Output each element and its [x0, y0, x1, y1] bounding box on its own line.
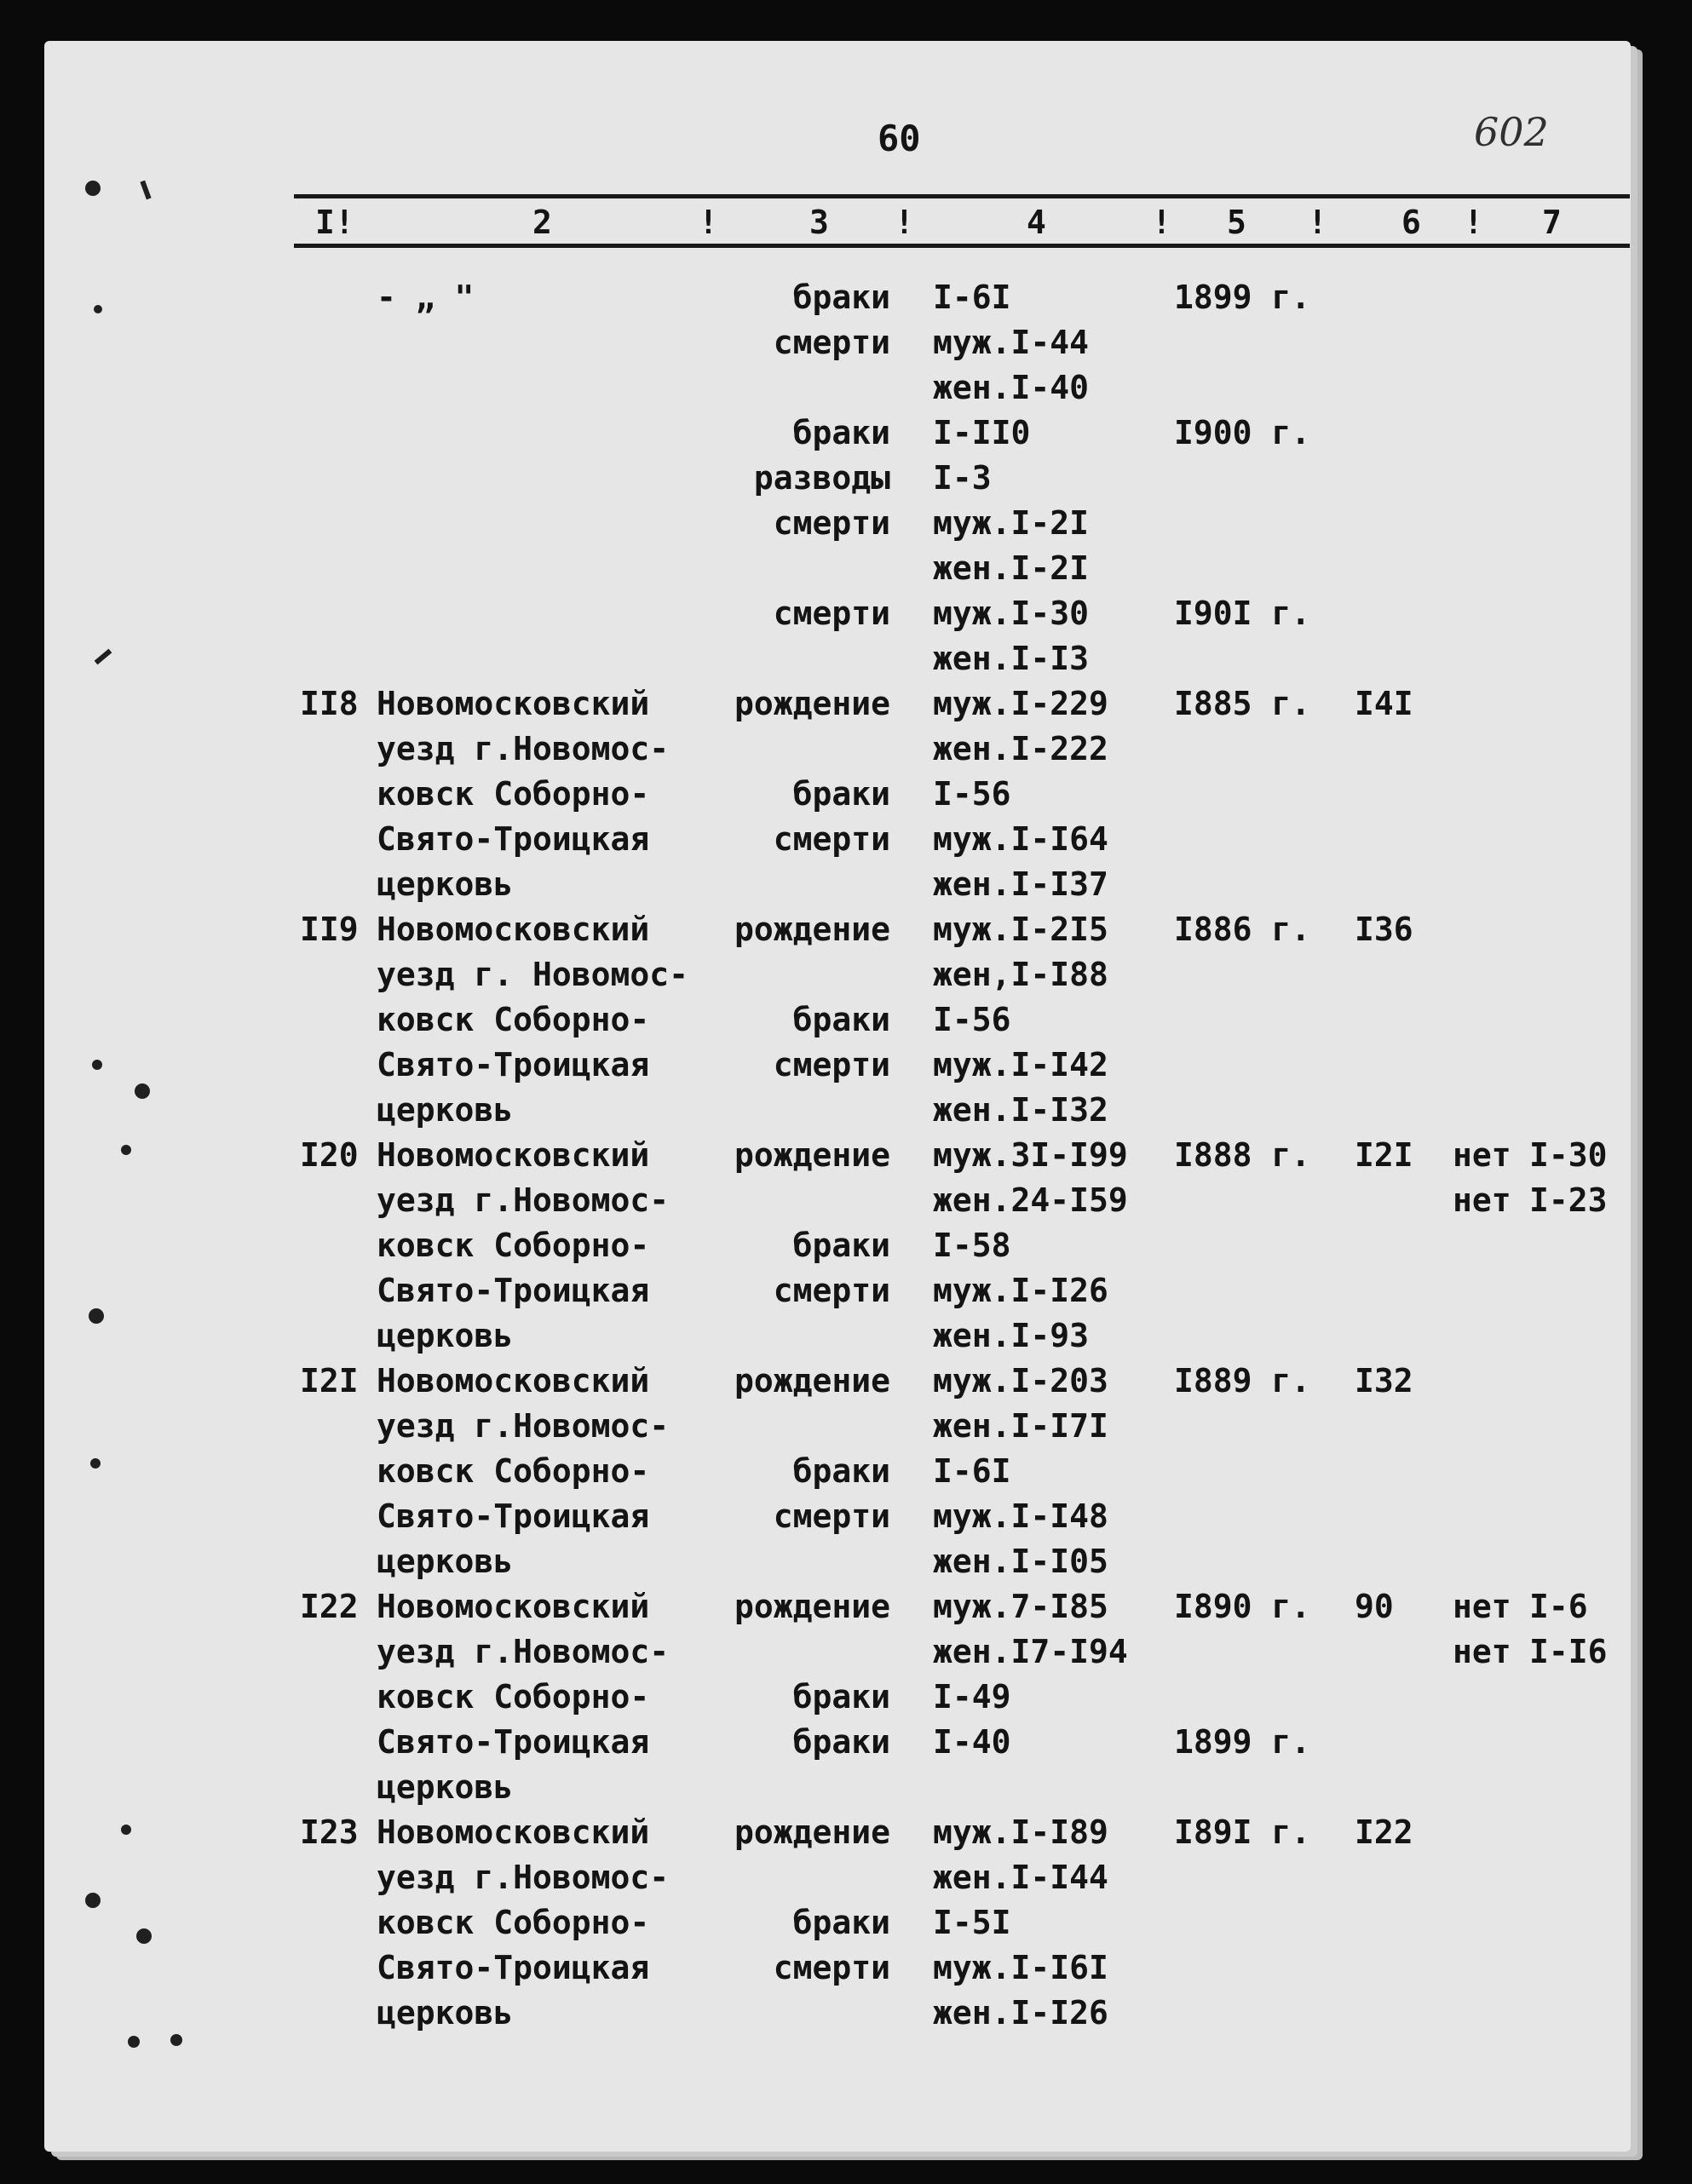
record-range: жен.I-I32 [933, 1091, 1108, 1129]
header-sep-3: ! [1152, 204, 1171, 241]
parish-name: Новомосковский [377, 685, 650, 722]
punch-hole [136, 1928, 152, 1944]
record-range: I-6I [933, 279, 1011, 316]
record-range: I-56 [933, 1001, 1011, 1038]
record-range: I-56 [933, 775, 1011, 813]
punch-hole [121, 1825, 131, 1835]
record-range: жен.24-I59 [933, 1181, 1128, 1219]
record-range: I-49 [933, 1678, 1011, 1716]
sheet-count: I36 [1355, 911, 1413, 948]
record-type: смерти [773, 1949, 890, 1986]
parish-name: Новомосковский [377, 1136, 650, 1174]
record-range: муж.I-2I [933, 504, 1090, 542]
record-type: рождение [734, 1588, 890, 1625]
record-type: смерти [773, 504, 890, 542]
parish-name: - „ " [377, 279, 475, 316]
record-range: I-40 [933, 1723, 1011, 1761]
record-range: муж.I-I26 [933, 1272, 1108, 1309]
parish-name: ковск Соборно- [377, 1452, 650, 1490]
record-type: рождение [734, 685, 890, 722]
record-range: I-6I [933, 1452, 1011, 1490]
parish-name: Свято-Троицкая [377, 1046, 650, 1083]
parish-name: уезд г.Новомос- [377, 1181, 670, 1219]
missing-note: нет [1453, 1633, 1511, 1670]
record-type: браки [792, 1227, 890, 1264]
punch-hole [170, 2034, 182, 2046]
parish-name: Свято-Троицкая [377, 1949, 650, 1986]
punch-hole [89, 1308, 104, 1324]
entry-number: II8 [300, 685, 359, 722]
record-range: муж.I-I6I [933, 1949, 1108, 1986]
missing-range: I-23 [1529, 1181, 1608, 1219]
record-type: браки [792, 775, 890, 813]
punch-hole [85, 181, 101, 196]
record-range: жен.I-93 [933, 1317, 1090, 1354]
header-col-2: 2 [532, 204, 552, 241]
missing-note: нет [1453, 1181, 1511, 1219]
record-year: I888 г. [1174, 1136, 1311, 1174]
parish-name: церковь [377, 1317, 514, 1354]
missing-range: I-6 [1529, 1588, 1588, 1625]
record-type: браки [792, 1904, 890, 1941]
record-range: муж.I-229 [933, 685, 1108, 722]
missing-note: нет [1453, 1588, 1511, 1625]
record-type: разводы [753, 459, 890, 497]
record-range: муж.I-2I5 [933, 911, 1108, 948]
record-year: I89I г. [1174, 1813, 1311, 1851]
record-range: жен.I-I26 [933, 1994, 1108, 2032]
record-range: муж.I-30 [933, 595, 1090, 632]
record-year: I886 г. [1174, 911, 1311, 948]
record-range: жен.I-I44 [933, 1859, 1108, 1896]
punch-hole [85, 1893, 101, 1908]
entry-number: II9 [300, 911, 359, 948]
record-type: браки [792, 279, 890, 316]
record-year: I900 г. [1174, 414, 1311, 451]
header-bottom-rule [294, 244, 1630, 248]
record-type: браки [792, 1678, 890, 1716]
parish-name: Новомосковский [377, 1588, 650, 1625]
record-range: жен.I-I05 [933, 1543, 1108, 1580]
record-range: муж.I-I48 [933, 1497, 1108, 1535]
record-range: муж.I-44 [933, 324, 1090, 361]
header-col-1: I! [315, 204, 354, 241]
record-range: I-II0 [933, 414, 1031, 451]
punch-hole [92, 1060, 102, 1070]
record-year: I90I г. [1174, 595, 1311, 632]
parish-name: уезд г.Новомос- [377, 1859, 670, 1896]
entry-number: I22 [300, 1588, 359, 1625]
record-year: 1899 г. [1174, 279, 1311, 316]
record-range: I-3 [933, 459, 992, 497]
parish-name: Свято-Троицкая [377, 1723, 650, 1761]
parish-name: Свято-Троицкая [377, 820, 650, 858]
punch-hole [94, 305, 102, 313]
parish-name: церковь [377, 1768, 514, 1806]
record-type: браки [792, 1452, 890, 1490]
record-range: жен.I-222 [933, 730, 1108, 767]
header-sep-5: ! [1464, 204, 1483, 241]
punch-hole [90, 1458, 101, 1468]
record-type: браки [792, 1001, 890, 1038]
record-type: рождение [734, 1813, 890, 1851]
header-sep-1: ! [699, 204, 718, 241]
header-sep-2: ! [895, 204, 914, 241]
record-range: жен.I-2I [933, 549, 1090, 587]
record-range: муж.7-I85 [933, 1588, 1108, 1625]
record-range: муж.I-203 [933, 1362, 1108, 1399]
record-type: рождение [734, 1362, 890, 1399]
record-type: рождение [734, 911, 890, 948]
header-col-4: 4 [1027, 204, 1046, 241]
parish-name: уезд г. Новомос- [377, 956, 689, 993]
parish-name: Новомосковский [377, 911, 650, 948]
punch-hole [121, 1145, 131, 1155]
entry-number: I20 [300, 1136, 359, 1174]
parish-name: церковь [377, 1994, 514, 2032]
record-type: смерти [773, 324, 890, 361]
sheet-count: 90 [1355, 1588, 1394, 1625]
entry-number: I2I [300, 1362, 359, 1399]
parish-name: ковск Соборно- [377, 1001, 650, 1038]
record-range: жен.I7-I94 [933, 1633, 1128, 1670]
record-range: муж.I-I64 [933, 820, 1108, 858]
parish-name: ковск Соборно- [377, 1904, 650, 1941]
page-number: 60 [878, 118, 921, 159]
record-year: 1899 г. [1174, 1723, 1311, 1761]
record-year: I890 г. [1174, 1588, 1311, 1625]
record-type: смерти [773, 820, 890, 858]
record-range: муж.I-I42 [933, 1046, 1108, 1083]
record-type: браки [792, 414, 890, 451]
parish-name: Новомосковский [377, 1813, 650, 1851]
missing-range: I-I6 [1529, 1633, 1608, 1670]
punch-hole [135, 1083, 150, 1099]
parish-name: уезд г.Новомос- [377, 1407, 670, 1445]
record-range: муж.I-I89 [933, 1813, 1108, 1851]
header-col-6: 6 [1401, 204, 1421, 241]
record-type: смерти [773, 1497, 890, 1535]
parish-name: уезд г.Новомос- [377, 1633, 670, 1670]
sheet-count: I32 [1355, 1362, 1413, 1399]
record-type: рождение [734, 1136, 890, 1174]
record-year: I885 г. [1174, 685, 1311, 722]
record-range: I-5I [933, 1904, 1011, 1941]
record-range: жен,I-I88 [933, 956, 1108, 993]
record-type: смерти [773, 595, 890, 632]
parish-name: ковск Соборно- [377, 1227, 650, 1264]
parish-name: Свято-Троицкая [377, 1497, 650, 1535]
parish-name: уезд г.Новомос- [377, 730, 670, 767]
missing-note: нет [1453, 1136, 1511, 1174]
header-col-3: 3 [809, 204, 829, 241]
parish-name: ковск Соборно- [377, 775, 650, 813]
record-range: жен.I-I37 [933, 865, 1108, 903]
parish-name: Свято-Троицкая [377, 1272, 650, 1309]
sheet-count: I22 [1355, 1813, 1413, 1851]
entry-number: I23 [300, 1813, 359, 1851]
sheet-count: I2I [1355, 1136, 1413, 1174]
record-range: жен.I-40 [933, 369, 1090, 406]
record-range: муж.3I-I99 [933, 1136, 1128, 1174]
parish-name: Новомосковский [377, 1362, 650, 1399]
header-col-5: 5 [1227, 204, 1246, 241]
record-range: I-58 [933, 1227, 1011, 1264]
parish-name: церковь [377, 1091, 514, 1129]
header-col-7: 7 [1542, 204, 1562, 241]
parish-name: ковск Соборно- [377, 1678, 650, 1716]
sheet-count: I4I [1355, 685, 1413, 722]
record-type: смерти [773, 1272, 890, 1309]
missing-range: I-30 [1529, 1136, 1608, 1174]
record-type: браки [792, 1723, 890, 1761]
header-sep-4: ! [1308, 204, 1327, 241]
parish-name: церковь [377, 1543, 514, 1580]
record-year: I889 г. [1174, 1362, 1311, 1399]
parish-name: церковь [377, 865, 514, 903]
archive-stamp: 602 [1474, 109, 1549, 155]
header-top-rule [294, 194, 1630, 198]
record-range: жен.I-I7I [933, 1407, 1108, 1445]
record-range: жен.I-I3 [933, 640, 1090, 677]
record-type: смерти [773, 1046, 890, 1083]
punch-hole [128, 2036, 140, 2048]
